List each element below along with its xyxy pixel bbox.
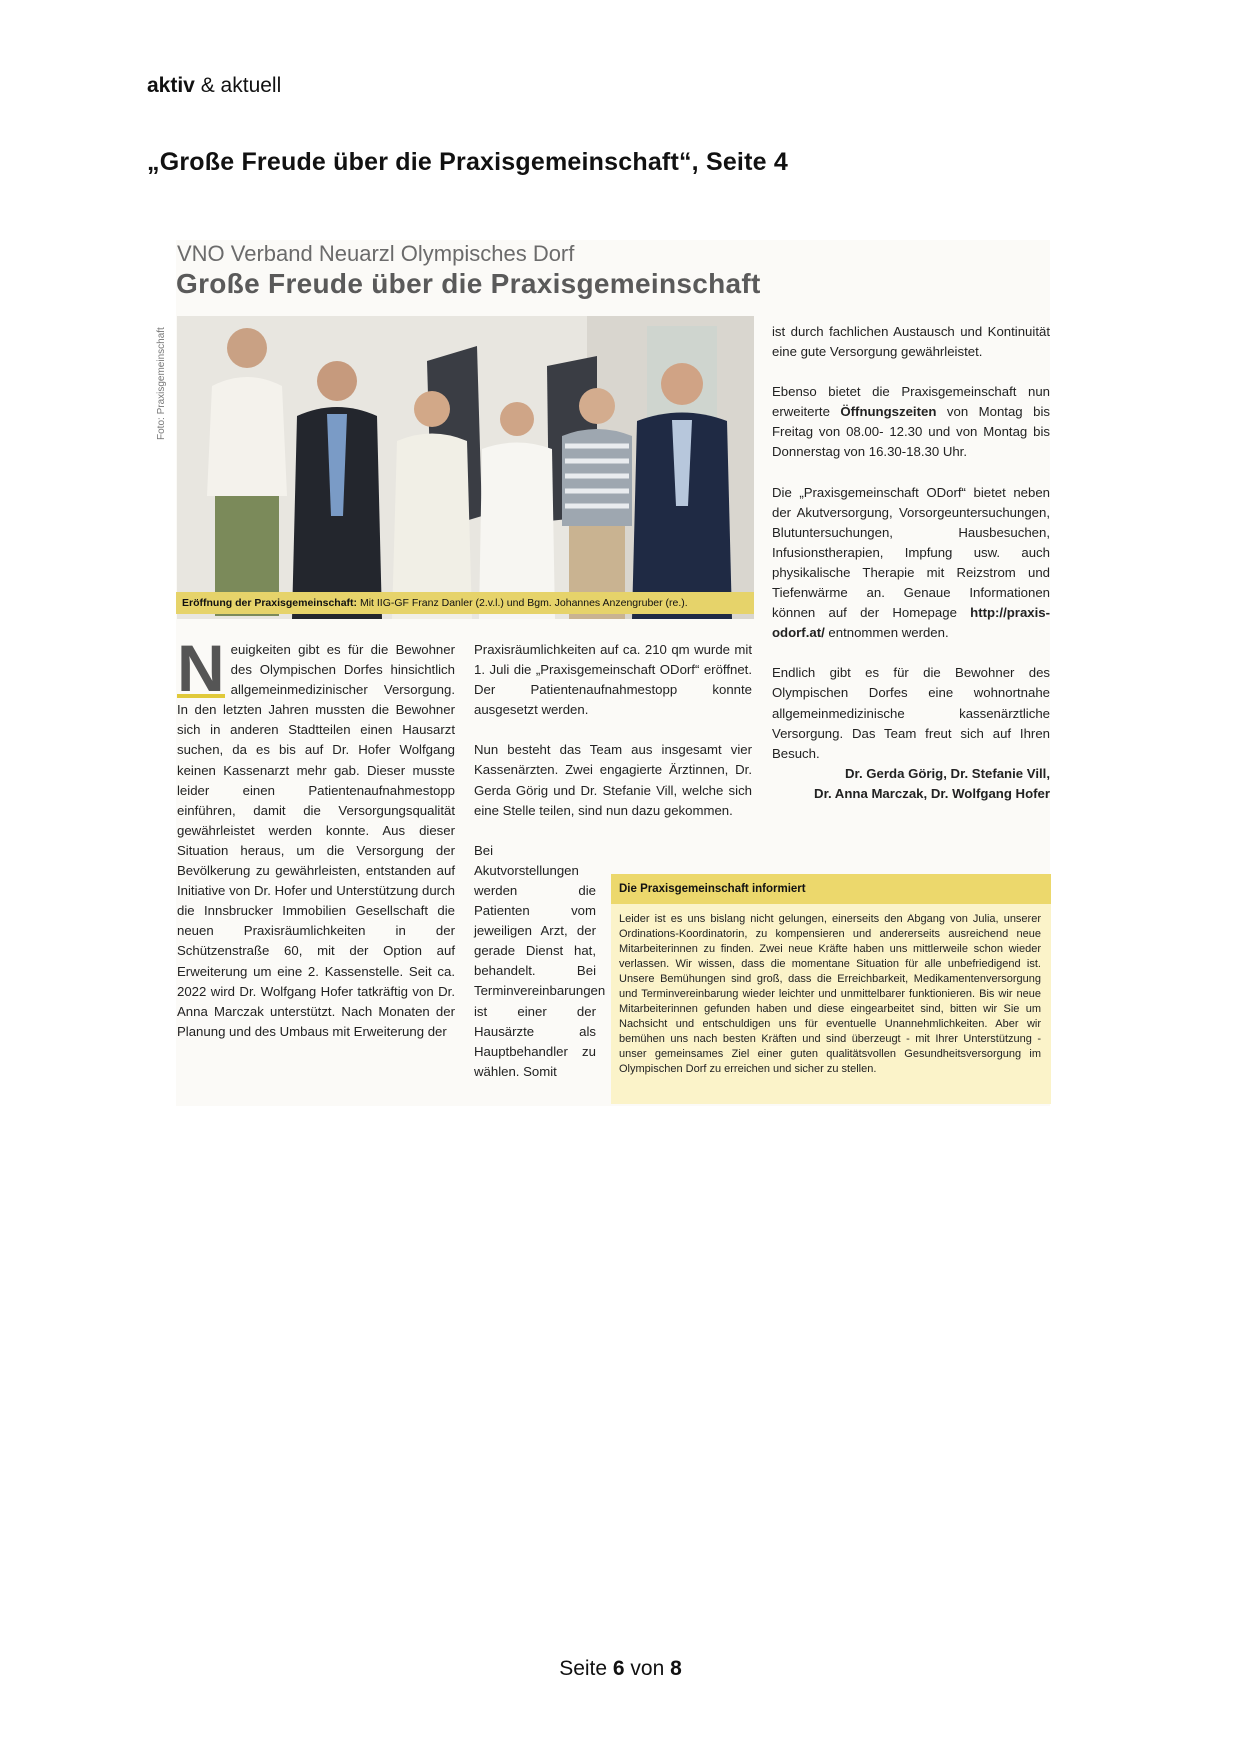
column-2-paragraph-1: Praxisräumlichkeiten auf ca. 210 qm wurde mit 1. Juli die „Praxisgemeinschaft ODorf“ eröffnet. Der Patientenaufnahmestopp konnte ausgesetzt werden. — [474, 642, 752, 718]
article-column-3 — [772, 322, 1050, 804]
current-page-number: 6 — [612, 1657, 625, 1680]
signature-line-1: Dr. Gerda Görig, Dr. Stefanie Vill, — [845, 765, 1050, 781]
section-name-bold: aktiv — [147, 74, 195, 97]
group-photo-illustration — [177, 316, 754, 619]
total-pages: 8 — [670, 1657, 682, 1680]
column-3-paragraph-1: ist durch fachlichen Austausch und Kontinuität eine gute Versorgung gewährleistet. — [772, 324, 1050, 360]
hours-detail: von Montag bis Freitag von 08.00- 12.30 und von Montag bis Donnerstag von 16.30-18.30 Uhr. — [772, 404, 1050, 460]
newspaper-clipping — [156, 240, 1050, 1106]
hours-intro: Ebenso bietet die Praxisgemeinschaft nun erweiterte — [772, 384, 1050, 420]
homepage-link[interactable]: http://praxis-odorf.at/ — [772, 605, 1050, 641]
caption-text: Mit IIG-GF Franz Danler (2.v.l.) und Bgm. Johannes Anzengruber (re.). — [357, 597, 688, 609]
footer-prefix: Seite — [559, 1657, 613, 1680]
signature-line-2: Dr. Anna Marczak, Dr. Wolfgang Hofer — [814, 785, 1050, 801]
services-text: Die „Praxisgemeinschaft ODorf“ bietet neben der Akutversorgung, Vorsorgeuntersuchungen, Blutuntersuchungen, Hausbesuchen, Infusionstherapien, Impfung usw. auch physikalische Therapie mit Reizstrom und Tiefenwärme an. Genaue Informationen können auf der Homepage — [772, 484, 1050, 621]
column-2-paragraph-2: Nun besteht das Team aus insgesamt vier Kassenärzten. Zwei engagierte Ärztinnen, Dr. Gerda Görig und Dr. Stefanie Vill, welche sich eine Stelle teilen, sind nun dazu gekommen. — [474, 742, 752, 818]
footer-middle: von — [624, 1657, 671, 1680]
page-footer — [0, 1657, 1241, 1681]
group-photo — [177, 316, 754, 619]
article-kicker: VNO Verband Neuarzl Olympisches Dorf — [177, 241, 575, 266]
section-header — [147, 74, 281, 98]
info-box — [611, 874, 1051, 1104]
photo-credit: Foto: Praxisgemeinschaft — [156, 327, 167, 440]
hours-label: Öffnungszeiten — [840, 404, 937, 420]
info-box-text: Leider ist es uns bislang nicht gelungen, einerseits den Abgang von Julia, unserer Ordinations-Koordinatorin, zu kompensieren und andererseits ausreichend neue Mitarbeiterinnen zu finden. Zwei neue Kräfte haben uns mittlerweile schon wieder verlassen. Wir wissen, dass die momentane Situation für alle unbefriedigend ist. Unsere Bemühungen sind groß, dass die Erreichbarkeit, Medikamentenversorgung und Terminvereinbarung wieder leichter und unmittelbarer funktionieren. Bis wir neue Mitarbeiterinnen gefunden haben und diese eingearbeitet sind, bitten wir Sie um Nachsicht und entschuldigen uns für eventuelle Unannehmlichkeiten. Aber wir bemühen uns nach besten Kräften und sind überzeugt - mit Ihrer Unterstützung - unser gemeinsames Ziel einer guten qualitätsvollen Gesundheitsversorgung im Olympischen Dorf zu erreichen und sicher zu stellen. — [619, 913, 1041, 1075]
article-column-1 — [177, 631, 455, 1042]
column-3-paragraph-3 — [772, 483, 1050, 644]
page-title: „Große Freude über die Praxisgemeinschaft“, Seite 4 — [147, 148, 788, 176]
drop-cap: N — [177, 631, 225, 705]
column-3-paragraph-2 — [772, 382, 1050, 462]
caption-bold: Eröffnung der Praxisgemeinschaft: — [182, 597, 358, 609]
column-3-paragraph-4: Endlich gibt es für die Bewohner des Olympischen Dorfes eine wohnortnahe allgemeinmedizinische kassenärztliche Versorgung. Das Team freut sich auf Ihren Besuch. — [772, 665, 1050, 761]
column-1-text: euigkeiten gibt es für die Bewohner des Olympischen Dorfes hinsichtlich allgemeinmedizinischer Versorgung. In den letzten Jahren mussten die Bewohner sich in anderen Stadtteilen einen Hausarzt suchen, da es bis auf Dr. Hofer Wolfgang keinen Kassenarzt mehr gab. Dieser musste leider einen Patientenaufnahmestopp einführen, damit die Versorgungsqualität gewährleistet werden konnte. Aus dieser Situation heraus, um die Versorgung der Bevölkerung zu gewährleisten, entstanden auf Initiative von Dr. Hofer und Unterstützung durch die Innsbrucker Immobilien Gesellschaft die neuen Praxisräumlichkeiten in der Schützenstraße 60, mit der Option auf Erweiterung um eine 2. Kassenstelle. Seit ca. 2022 wird Dr. Wolfgang Hofer tatkräftig von Dr. Anna Marczak unterstützt. Nach Monaten der Planung und des Umbaus mit Erweiterung der — [177, 642, 455, 1039]
services-end: entnommen werden. — [824, 625, 949, 641]
section-name-rest: & aktuell — [194, 74, 282, 97]
photo-caption — [176, 592, 754, 614]
column-2-paragraph-3: Bei Akutvorstellungen werden die Patienten vom jeweiligen Arzt, der gerade Dienst hat, behandelt. Bei Terminvereinbarungen ist einer der Hausärzte als Hauptbehandler zu wählen. Somit — [474, 842, 606, 1079]
info-box-title: Die Praxisgemeinschaft informiert — [611, 874, 1051, 904]
article-headline: Große Freude über die Praxisgemeinschaft — [176, 268, 761, 299]
